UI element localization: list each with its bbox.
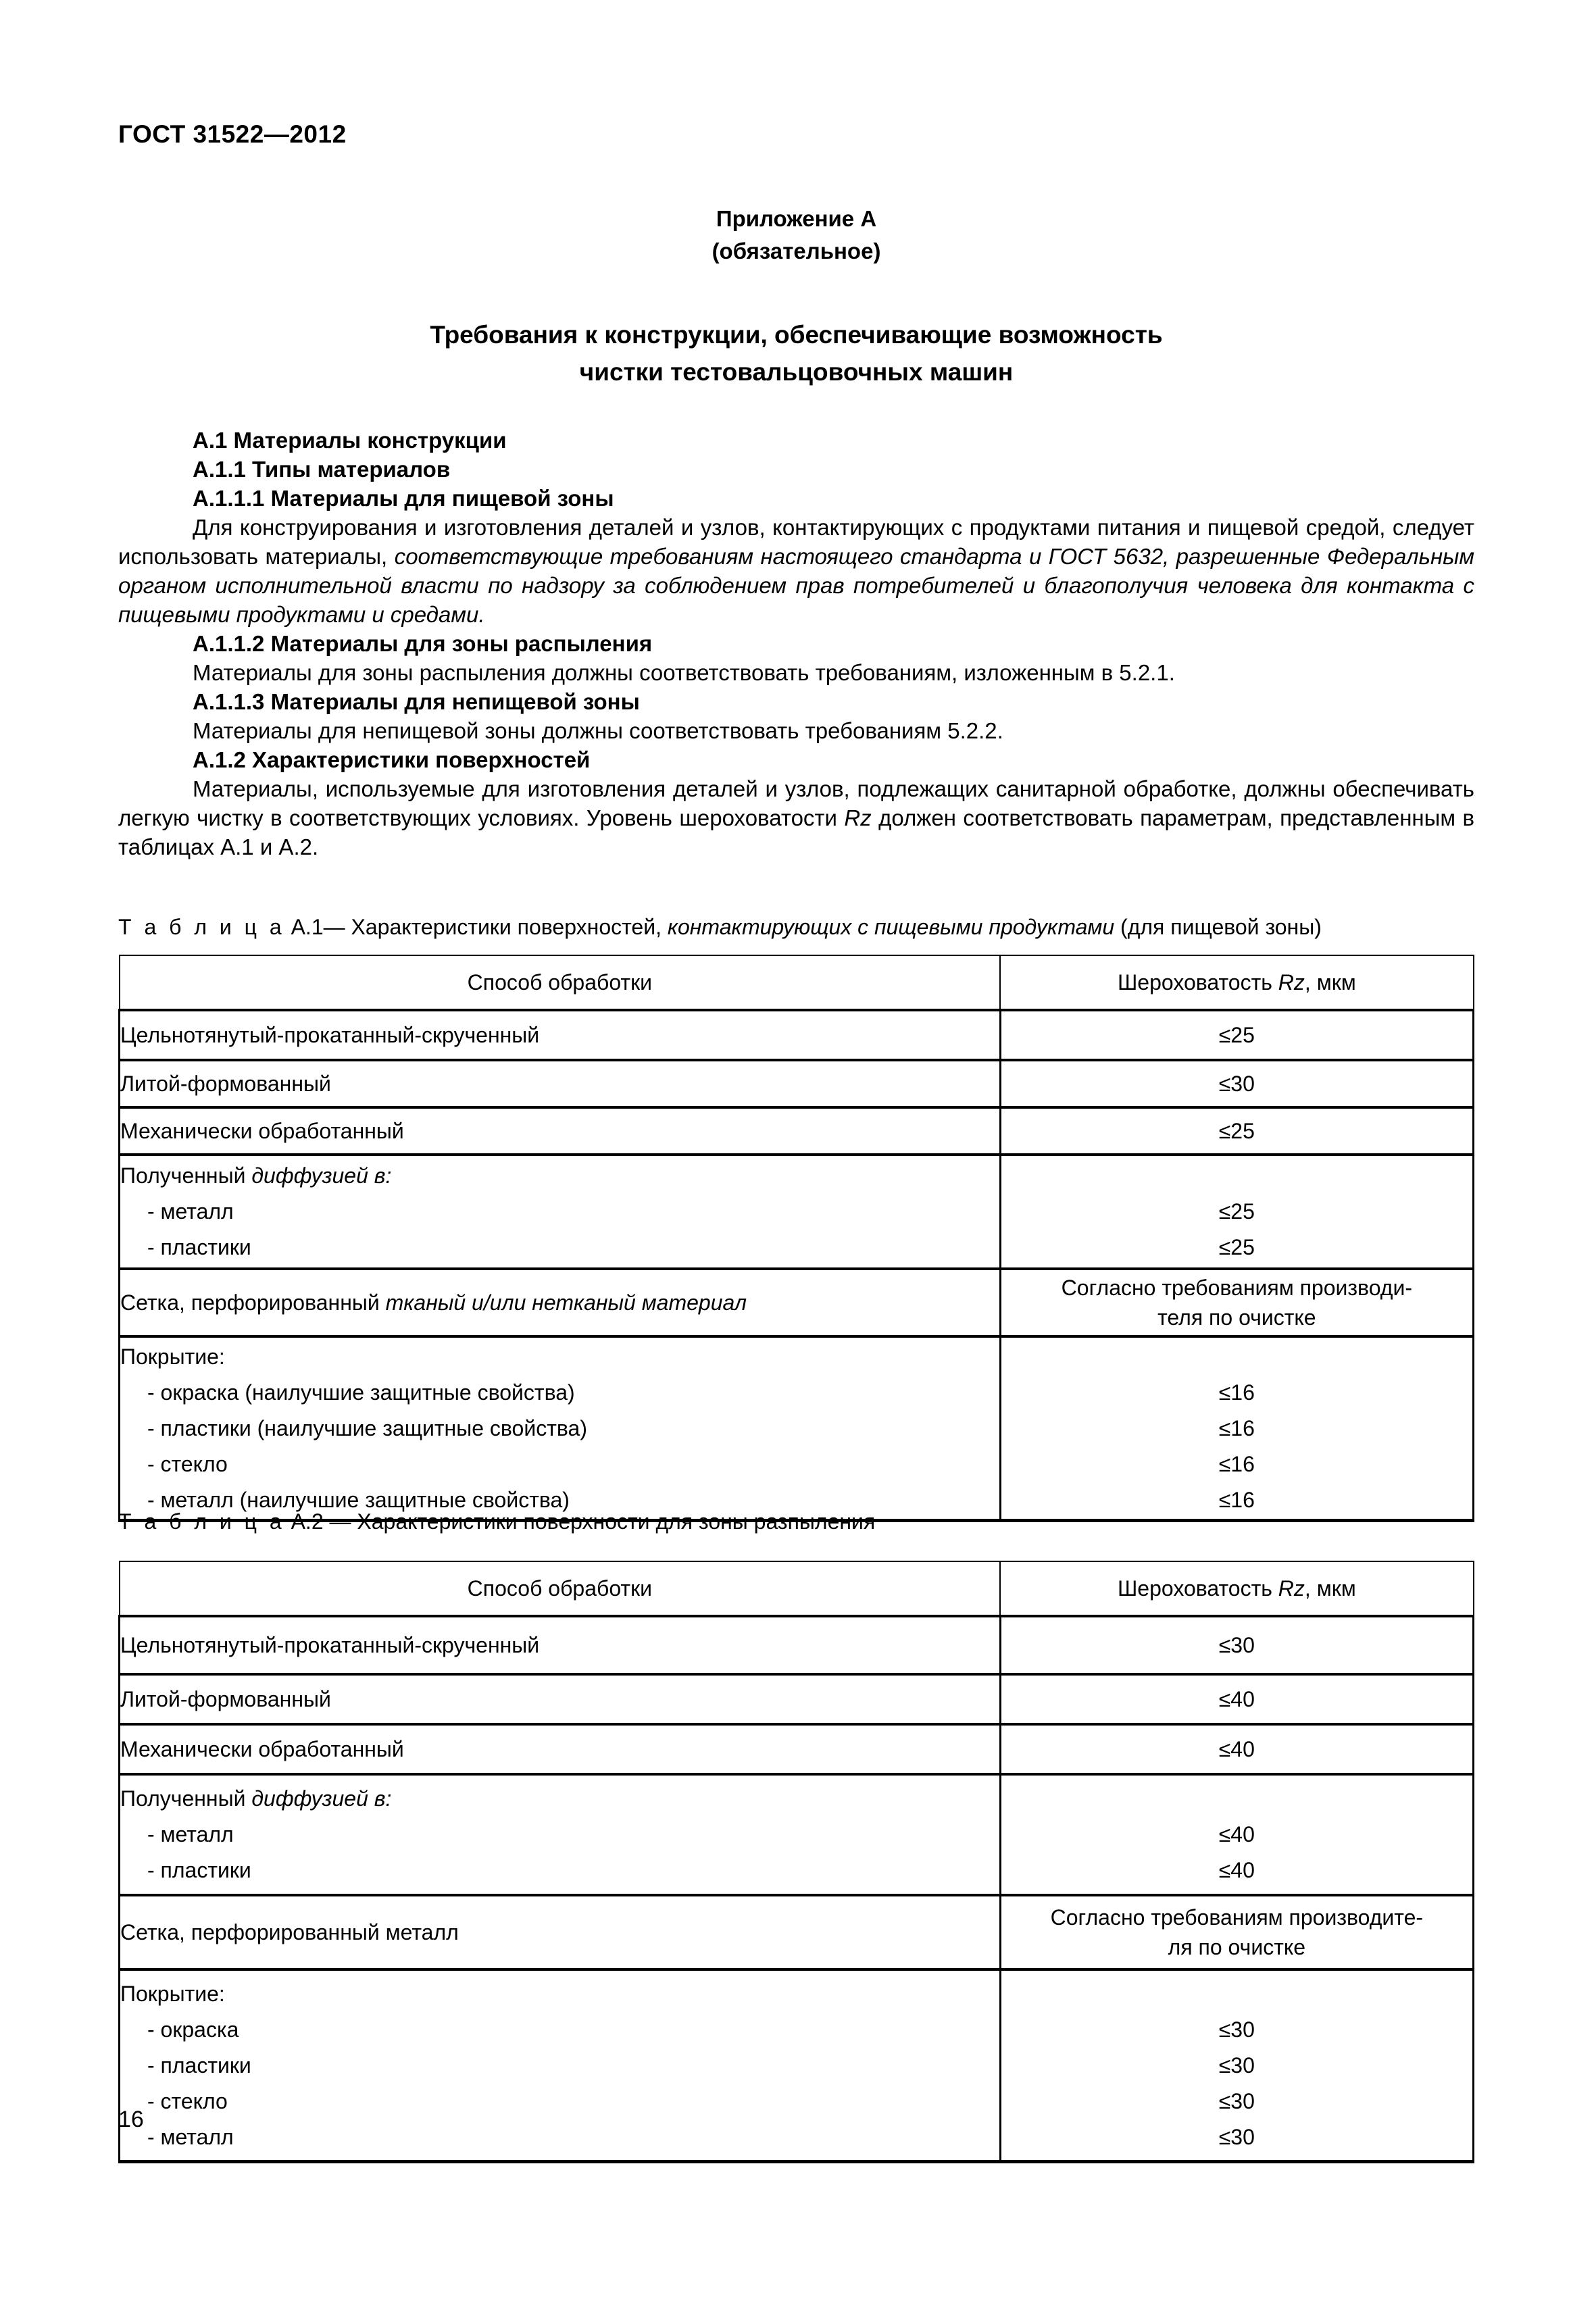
table-a2-col-header-roughness-post: , мкм — [1304, 1576, 1356, 1601]
section-heading-a112: А.1.1.2 Материалы для зоны распыления — [193, 631, 653, 656]
table-a2-col-header-roughness-pre: Шероховатость — [1117, 1576, 1278, 1601]
table-a1-body — [120, 1010, 1474, 1521]
paragraph-a111-plain: Для конструирования и изготовления деталей и узлов, контактирующих с продуктами питания и пищевой средой, следует использовать материалы, — [118, 515, 1474, 569]
paragraph-a12-rz-symbol: Rz — [844, 805, 872, 830]
table-a2-r5-value — [1000, 1895, 1473, 1969]
table-a2-r1-value: ≤30 — [1000, 1616, 1473, 1674]
table-a1-r4-method — [120, 1155, 1001, 1269]
table-a1-col-header-roughness-post: , мкм — [1304, 970, 1356, 995]
section-heading-a12: А.1.2 Характеристики поверхностей — [193, 747, 591, 772]
table-row — [120, 1895, 1474, 1969]
table-a1-col-header-method: Способ обработки — [120, 955, 1001, 1010]
appendix-title-line-2: чистки тестовальцовочных машин — [579, 358, 1014, 386]
paragraph-a112: Материалы для зоны распыления должны соответствовать требованиям, изложенным в 5.2.1. — [193, 660, 1175, 685]
appendix-title-line-1: Требования к конструкции, обеспечивающие возможность — [430, 321, 1163, 349]
table-a2-caption-prefix: Т а б л и ц а — [118, 1509, 285, 1534]
table-a2-r4-method — [120, 1774, 1001, 1895]
table-a1-r5-value-line2: теля по очистке — [1157, 1305, 1316, 1330]
paragraph-a12-part1: Материалы, используемые для изготовления деталей и узлов, подлежащих санитарной обработке, должны обеспечивать легкую чистку в соответствующих условиях. Уровень шероховатости — [118, 776, 1474, 830]
table-row — [120, 1155, 1474, 1269]
table-row — [120, 1674, 1474, 1724]
table-row — [120, 1969, 1474, 2162]
table-a1-r2-method: Литой-формованный — [120, 1060, 1001, 1107]
table-a2-head — [120, 1561, 1474, 1616]
table-a2-header-row — [120, 1561, 1474, 1616]
table-a2-r4-value-plastics: ≤40 — [1218, 1858, 1255, 1882]
table-a2-r6-value-metal: ≤30 — [1218, 2124, 1255, 2149]
paragraph-a12 — [118, 774, 1474, 861]
table-a2-r4-method-head-italic: диффузией в: — [251, 1786, 392, 1811]
table-a2-body — [120, 1616, 1474, 2162]
table-row — [120, 1010, 1474, 1060]
table-a1-r6-value-metal: ≤16 — [1218, 1487, 1255, 1512]
table-a2-r4-item-plastics: - пластики — [147, 1858, 251, 1882]
table-a2-r4-item-metal: - металл — [147, 1822, 234, 1846]
table-a1-col-header-roughness-pre: Шероховатость — [1117, 970, 1278, 995]
table-row — [120, 1616, 1474, 1674]
table-a1-caption-prefix: Т а б л и ц а — [118, 915, 285, 939]
table-a1-col-header-rz: Rz — [1278, 970, 1305, 995]
table-a1-r4-method-head-plain: Полученный — [120, 1163, 252, 1188]
table-a1-r5-method — [120, 1269, 1001, 1336]
table-a2-r4-method-head — [120, 1781, 999, 1817]
table-a2-r3-method: Механически обработанный — [120, 1724, 1001, 1774]
table-a1-r4-value-metal: ≤25 — [1218, 1199, 1255, 1224]
table-a2-r3-value: ≤40 — [1000, 1724, 1473, 1774]
table-a1-r6-method-head: Покрытие: — [120, 1344, 225, 1369]
section-heading-a11: А.1.1 Типы материалов — [193, 457, 451, 482]
table-a2-r6-item-glass: - стекло — [147, 2088, 228, 2113]
table-a1-r1-value: ≤25 — [1000, 1010, 1473, 1060]
table-a2 — [118, 1561, 1474, 2163]
paragraph-a111 — [118, 513, 1474, 629]
table-a2-caption — [118, 1508, 1474, 1535]
table-a2-r6-value-plastics: ≤30 — [1218, 2053, 1255, 2078]
section-heading-a111: А.1.1.1 Материалы для пищевой зоны — [193, 486, 614, 511]
table-a1-caption-number: А.1— — [291, 915, 345, 939]
table-a1-r4-method-head — [120, 1158, 999, 1194]
table-a2-caption-number: А.2 — — [291, 1509, 351, 1534]
appendix-label: Приложение А — [716, 206, 877, 231]
table-a2-r2-value: ≤40 — [1000, 1674, 1473, 1724]
table-row — [120, 1774, 1474, 1895]
table-a1-r6-value-glass: ≤16 — [1218, 1451, 1255, 1476]
paragraph-a113: Материалы для непищевой зоны должны соответствовать требованиям 5.2.2. — [193, 718, 1003, 743]
table-a1-r6-item-metal: - металл (наилучшие защитные свойства) — [147, 1487, 570, 1512]
table-row — [120, 1060, 1474, 1107]
table-a2-r4-value-stack — [1001, 1781, 1472, 1888]
table-row — [120, 1269, 1474, 1336]
table-a1-r2-value: ≤30 — [1000, 1060, 1473, 1107]
table-a2-r5-value-line1: Согласно требованиям производите- — [1050, 1905, 1424, 1930]
table-a1-r6-value-plastics: ≤16 — [1218, 1415, 1255, 1440]
table-a1-r4-value-plastics: ≤25 — [1218, 1235, 1255, 1259]
table-a2-r2-method: Литой-формованный — [120, 1674, 1001, 1724]
table-a2-r4-method-head-plain: Полученный — [120, 1786, 252, 1811]
table-a1-r6-item-paint: - окраска (наилучшие защитные свойства) — [147, 1380, 575, 1405]
table-a2-r6-values — [1000, 1969, 1473, 2162]
table-a1-r6-method — [120, 1336, 1001, 1521]
table-a2-r6-item-plastics: - пластики — [147, 2053, 251, 2078]
table-a2-r6-item-metal: - металл — [147, 2124, 234, 2149]
table-row — [120, 1724, 1474, 1774]
table-a1-caption-plain-1: Характеристики поверхностей, — [345, 915, 668, 939]
table-a1-r6-value-spacer — [1001, 1339, 1472, 1375]
table-a1-r4-value-spacer — [1001, 1158, 1472, 1194]
appendix-title-block — [118, 316, 1474, 391]
table-a1-r5-method-italic: тканый и/или нетканый материал — [385, 1290, 747, 1315]
table-a2-r4-values — [1000, 1774, 1473, 1895]
table-a1-head — [120, 955, 1474, 1010]
table-a1-r5-value-line1: Согласно требованиям производи- — [1061, 1276, 1412, 1300]
table-a1-col-header-roughness — [1000, 955, 1473, 1010]
table-a1-r4-method-head-italic: диффузией в: — [251, 1163, 392, 1188]
table-row — [120, 1107, 1474, 1155]
table-row — [120, 1336, 1474, 1521]
table-a1 — [118, 955, 1474, 1522]
section-heading-a113: А.1.1.3 Материалы для непищевой зоны — [193, 689, 640, 714]
table-a1-r6-item-plastics: - пластики (наилучшие защитные свойства) — [147, 1415, 587, 1440]
table-a2-r6-method-head: Покрытие: — [120, 1981, 225, 2006]
table-a2-r6-method — [120, 1969, 1001, 2162]
table-a1-r5-value — [1000, 1269, 1473, 1336]
table-a1-r3-value: ≤25 — [1000, 1107, 1473, 1155]
table-a1-r4-values — [1000, 1155, 1473, 1269]
table-a1-header-row — [120, 955, 1474, 1010]
table-a1-r6-item-glass: - стекло — [147, 1451, 228, 1476]
table-a2-r6-value-glass: ≤30 — [1218, 2088, 1255, 2113]
table-a1-r1-method: Цельнотянутый-прокатанный-скрученный — [120, 1010, 1001, 1060]
table-a2-caption-plain-1: Характеристики поверхности для зоны разпыления — [351, 1509, 876, 1534]
appendix-heading-block — [118, 203, 1474, 268]
table-a2-col-header-roughness — [1000, 1561, 1473, 1616]
table-a2-col-header-rz: Rz — [1278, 1576, 1305, 1601]
table-a1-r5-method-plain: Сетка, перфорированный — [120, 1290, 386, 1315]
table-a1-caption-plain-2: (для пищевой зоны) — [1114, 915, 1322, 939]
table-a1-r6-value-paint: ≤16 — [1218, 1380, 1255, 1405]
body-text-block — [118, 426, 1474, 861]
table-a2-r5-value-line2: ля по очистке — [1168, 1935, 1305, 1959]
table-a2-col-header-method: Способ обработки — [120, 1561, 1001, 1616]
section-heading-a1: А.1 Материалы конструкции — [193, 428, 507, 453]
table-a1-caption — [118, 913, 1474, 940]
table-a1-r4-item-plastics: - пластики — [147, 1235, 251, 1259]
table-a1-r4-item-metal: - металл — [147, 1199, 234, 1224]
page-number: 16 — [118, 2107, 144, 2132]
table-a2-r4-value-spacer — [1001, 1781, 1472, 1817]
table-a2-r6-value-stack — [1001, 1976, 1472, 2155]
table-a2-r4-value-metal: ≤40 — [1218, 1822, 1255, 1846]
table-a2-r6-value-spacer — [1001, 1976, 1472, 2012]
table-a1-r6-values — [1000, 1336, 1473, 1521]
table-a2-r1-method: Цельнотянутый-прокатанный-скрученный — [120, 1616, 1001, 1674]
table-a1-caption-italic: контактирующих с пищевыми продуктами — [667, 915, 1115, 939]
table-a1-r3-method: Механически обработанный — [120, 1107, 1001, 1155]
table-a2-r6-item-paint: - окраска — [147, 2017, 239, 2042]
table-a1-r4-value-stack — [1001, 1158, 1472, 1265]
table-a2-r5-method: Сетка, перфорированный металл — [120, 1895, 1001, 1969]
document-header-standard-number: ГОСТ 31522—2012 — [118, 120, 347, 148]
paragraph-a12-part2: должен соответствовать параметрам, представленным в таблицах А.1 и А.2. — [118, 805, 1474, 859]
paragraph-a111-italic: соответствующие требованиям настоящего стандарта и ГОСТ 5632, разрешенные Федеральным органом исполнительной власти по надзору за соблюдением прав потребителей и благополучия человека для контакта с пищевыми продуктами и средами. — [118, 544, 1475, 627]
appendix-status: (обязательное) — [712, 238, 881, 263]
table-a1-r6-value-stack — [1001, 1339, 1472, 1518]
table-a2-r6-value-paint: ≤30 — [1218, 2017, 1255, 2042]
